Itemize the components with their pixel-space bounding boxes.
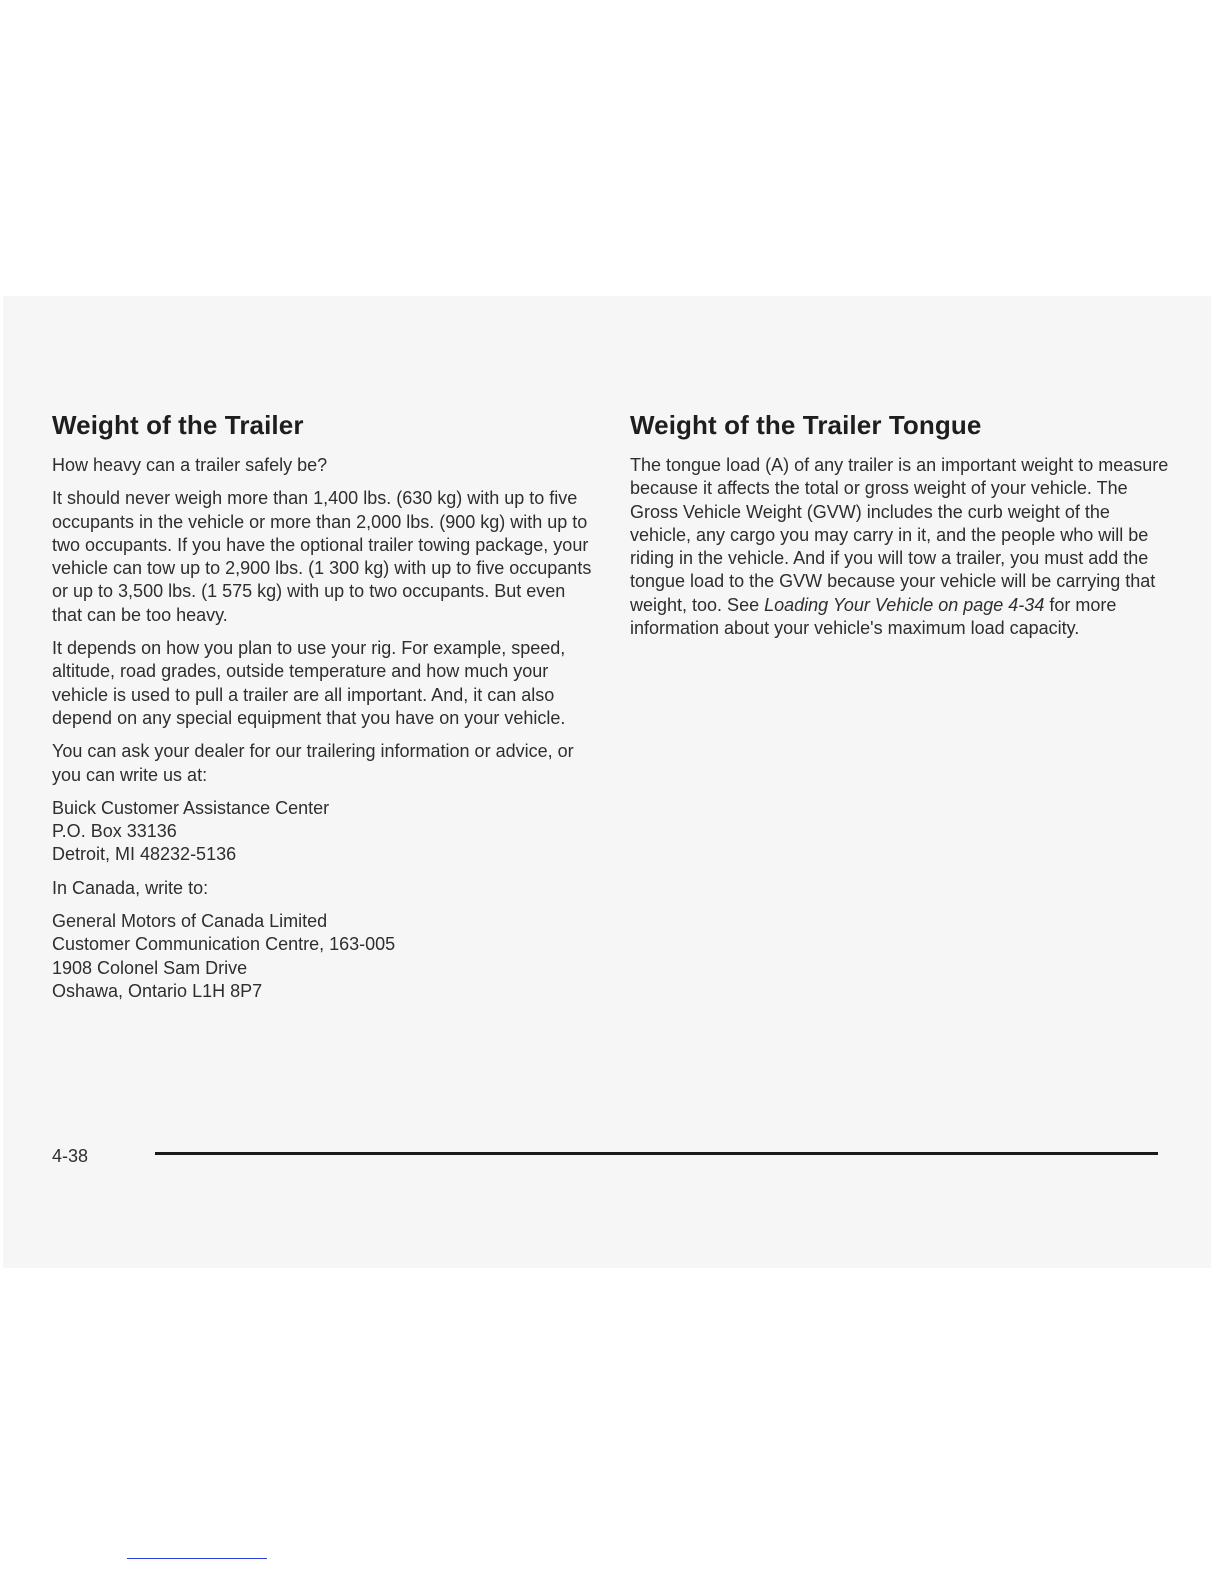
paragraph-text-end: for more information about your vehicle's maximum load capacity.: [630, 594, 1117, 639]
address-line: Detroit, MI 48232-5136: [52, 844, 237, 865]
right-column: [630, 410, 1170, 650]
paragraph-text-start: The tongue load (A) of any trailer is an important weight to measure because it affects the total or gross weight of your vehicle. The Gross Vehicle Weight (GVW) includes the curb weight of the vehicle, any cargo you may carry in it, and the people who will be riding in the vehicle. And if you will tow a trailer, you must add the tongue load to the GVW because your vehicle will be carrying that weight, too. See: [630, 455, 1169, 615]
paragraph-ask-dealer: You can ask your dealer for our trailering information or advice, or you can write us at:: [52, 741, 574, 785]
section-heading-tongue-weight: Weight of the Trailer Tongue: [630, 410, 982, 440]
address-line: Oshawa, Ontario L1H 8P7: [52, 980, 263, 1001]
paragraph-depends: It depends on how you plan to use your rig. For example, speed, altitude, road grades, outside temperature and how much your vehicle is used to pull a trailer are all important. And, it can also depend on any special equipment that you have on your vehicle.: [52, 638, 566, 728]
us-address: [52, 797, 597, 867]
canada-address: [52, 910, 597, 1003]
page-number: 4-38: [52, 1146, 89, 1166]
paragraph-weight-limits: It should never weigh more than 1,400 lbs. (630 kg) with up to five occupants in the vehicle or more than 2,000 lbs. (900 kg) with up to two occupants. If you have the optional trailer towing package, your vehicle can tow up to 2,900 lbs. (1 300 kg) with up to five occupants or up to 3,500 lbs. (1 575 kg) with up to two occupants. But even that can be too heavy.: [52, 488, 592, 625]
paragraph-question: How heavy can a trailer safely be?: [52, 455, 328, 475]
address-line: Buick Customer Assistance Center: [52, 797, 330, 818]
section-heading-trailer-weight: Weight of the Trailer: [52, 410, 304, 440]
address-line: Customer Communication Centre, 163-005: [52, 934, 396, 955]
cross-reference-link[interactable]: Loading Your Vehicle on page 4-34: [764, 594, 1045, 615]
paragraph-tongue-load: [630, 454, 1170, 640]
bottom-link-rule: [127, 1558, 267, 1559]
address-line: P.O. Box 33136: [52, 821, 177, 842]
footer-rule: [155, 1152, 1158, 1155]
address-line: 1908 Colonel Sam Drive: [52, 957, 248, 978]
left-column: [52, 410, 597, 1013]
paragraph-canada-intro: In Canada, write to:: [52, 877, 209, 898]
address-line: General Motors of Canada Limited: [52, 911, 328, 932]
